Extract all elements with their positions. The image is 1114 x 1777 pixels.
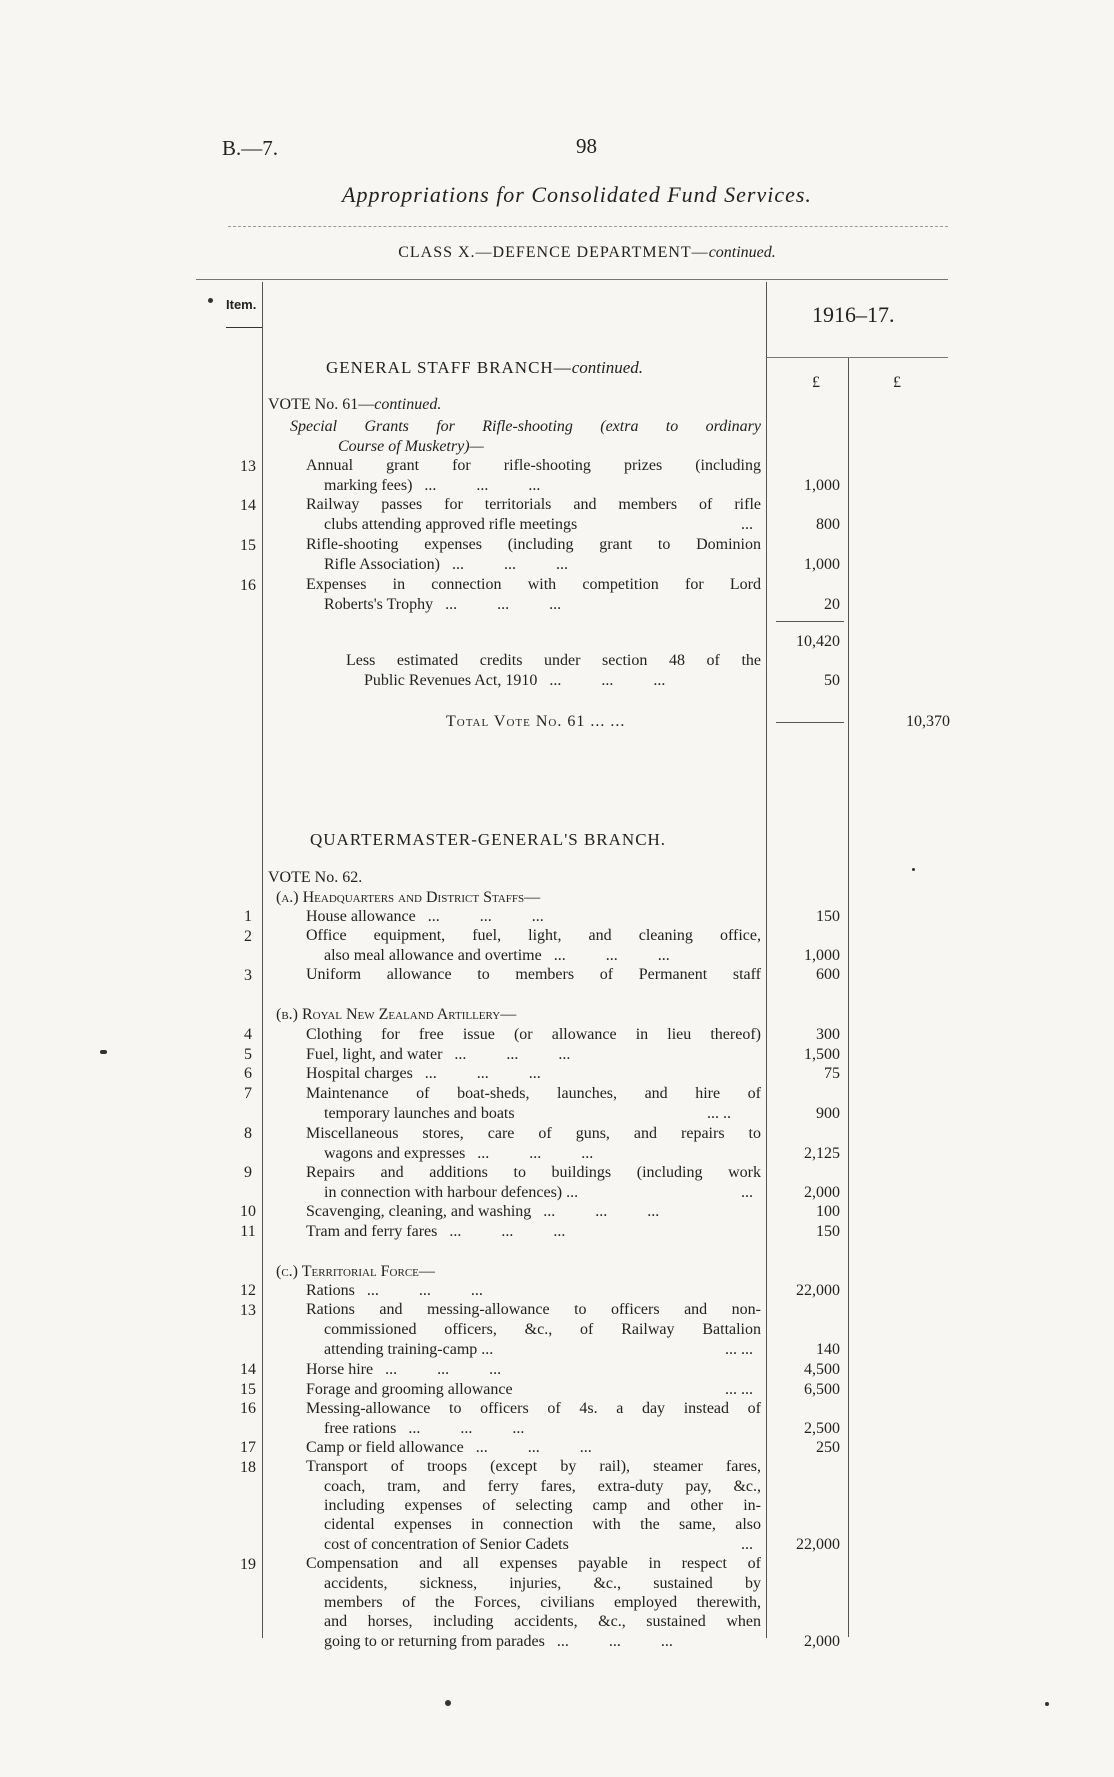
item-amount: 300: [816, 1026, 840, 1043]
less-credits-amount: 50: [824, 672, 840, 689]
item-amount: 22,000: [796, 1282, 840, 1299]
subtotal-rule: [776, 621, 844, 622]
item-amount: 2,000: [804, 1184, 840, 1201]
item-text: Rifle Association) ...: [324, 555, 761, 574]
item-text: House allowance ...: [306, 907, 761, 926]
margin-mark: [1045, 1702, 1049, 1706]
item-text: accidents, sickness, injuries, &c., sustained by: [324, 1575, 761, 1592]
item-number: 1: [244, 908, 252, 925]
item-text: Horse hire ...: [306, 1360, 761, 1379]
item-number: 13: [240, 1302, 256, 1319]
item-number: 9: [244, 1164, 252, 1181]
section-title-general-staff: GENERAL STAFF BRANCH—continued.: [326, 358, 643, 377]
item-header-rule: [226, 327, 262, 328]
total-vote-61-label: Total Vote No. 61 ... ...: [446, 713, 626, 730]
margin-mark: [100, 1050, 107, 1054]
item-text: Hospital charges ...: [306, 1064, 761, 1083]
item-number: 2: [244, 928, 252, 945]
item-text: Tram and ferry fares ...: [306, 1222, 761, 1241]
amount-column-rule: [766, 282, 767, 1638]
item-text: Uniform allowance to members of Permanent staff: [306, 966, 761, 983]
item-number: 6: [244, 1065, 252, 1082]
item-amount: 1,000: [804, 947, 840, 964]
margin-mark: [208, 298, 213, 303]
subhead-line-1: Special Grants for Rifle-shooting (extra to ordinary: [290, 418, 761, 435]
item-number: 10: [240, 1203, 256, 1220]
section-title-quartermaster: QUARTERMASTER-GENERAL'S BRANCH.: [310, 830, 667, 849]
item-amount: 150: [816, 908, 840, 925]
item-text: temporary launches and boats ... ..: [324, 1105, 731, 1122]
page-number: 98: [576, 134, 597, 158]
class-title: CLASS X.—DEFENCE DEPARTMENT—continued.: [398, 244, 776, 261]
item-number: 13: [240, 458, 256, 475]
title-rule: [228, 226, 948, 227]
item-text: Camp or field allowance ...: [306, 1438, 761, 1457]
item-number: 12: [240, 1282, 256, 1299]
vote-61-heading: VOTE No. 61—continued.: [268, 396, 442, 413]
year-header: 1916–17.: [812, 302, 895, 327]
item-amount: 1,500: [804, 1046, 840, 1063]
item-amount: 1,000: [804, 477, 840, 494]
item-amount: 100: [816, 1203, 840, 1220]
item-text: Repairs and additions to buildings (including work: [306, 1164, 761, 1181]
item-number: 14: [240, 497, 256, 514]
item-text: including expenses of selecting camp and other in-: [324, 1497, 761, 1514]
item-text: Rations ...: [306, 1281, 761, 1300]
item-amount: 600: [816, 966, 840, 983]
item-text: coach, tram, and ferry fares, extra-duty pay, &c.,: [324, 1478, 761, 1495]
item-number: 4: [244, 1026, 252, 1043]
item-number: 19: [240, 1556, 256, 1573]
table-top-rule: [196, 279, 948, 280]
less-credits-line-1: Less estimated credits under section 48 of the: [346, 652, 761, 669]
item-number: 17: [240, 1439, 256, 1456]
item-text: Clothing for free issue (or allowance in lieu thereof): [306, 1026, 761, 1043]
item-amount: 22,000: [796, 1536, 840, 1553]
item-number: 3: [244, 967, 252, 984]
item-amount: 150: [816, 1223, 840, 1240]
item-text: Annual grant for rifle-shooting prizes (including: [306, 457, 761, 474]
item-text: and horses, including accidents, &c., sustained when: [324, 1613, 761, 1630]
item-text: Office equipment, fuel, light, and cleaning office,: [306, 927, 761, 944]
subhead-c: (c.) Territorial Force—: [276, 1263, 435, 1280]
item-number: 15: [240, 1381, 256, 1398]
item-amount: 2,500: [804, 1420, 840, 1437]
item-amount: 75: [824, 1065, 840, 1082]
item-text: Rifle-shooting expenses (including grant to Dominion: [306, 536, 761, 553]
item-number: 15: [240, 537, 256, 554]
pound-sign-col2: £: [893, 374, 901, 391]
pound-sign-col1: £: [812, 374, 820, 391]
item-amount: 6,500: [804, 1381, 840, 1398]
item-text: Forage and grooming allowance ... ...: [306, 1381, 753, 1398]
total-vote-61-amount: 10,370: [906, 713, 950, 730]
subhead-a: (a.) Headquarters and District Staffs—: [276, 889, 541, 906]
item-text: wagons and expresses ...: [324, 1144, 761, 1163]
item-text: Fuel, light, and water ...: [306, 1045, 761, 1064]
item-text: Scavenging, cleaning, and washing ...: [306, 1202, 761, 1221]
item-text: Maintenance of boat-sheds, launches, and hire of: [306, 1085, 761, 1102]
item-amount: 140: [816, 1341, 840, 1358]
item-amount: 20: [824, 596, 840, 613]
item-column-header: Item.: [226, 297, 257, 312]
item-number: 16: [240, 577, 256, 594]
item-number: 16: [240, 1400, 256, 1417]
item-text: Railway passes for territorials and members of rifle: [306, 496, 761, 513]
item-amount: 800: [816, 516, 840, 533]
item-amount: 4,500: [804, 1361, 840, 1378]
page-title: Appropriations for Consolidated Fund Services.: [342, 182, 812, 207]
item-amount: 250: [816, 1439, 840, 1456]
subhead-line-2: Course of Musketry)—: [338, 438, 484, 455]
margin-mark: [445, 1700, 451, 1706]
item-text: free rations ...: [324, 1419, 761, 1438]
vote-62-heading: VOTE No. 62.: [268, 869, 363, 886]
item-column-rule: [262, 282, 263, 1638]
document-code: B.—7.: [222, 136, 279, 160]
total-column-rule: [848, 357, 849, 1637]
item-text: Transport of troops (except by rail), steamer fares,: [306, 1458, 761, 1475]
item-number: 7: [244, 1085, 252, 1102]
item-text: Miscellaneous stores, care of guns, and repairs to: [306, 1125, 761, 1142]
item-number: 11: [240, 1223, 256, 1240]
item-number: 8: [244, 1125, 252, 1142]
item-text: members of the Forces, civilians employed therewith,: [324, 1594, 761, 1611]
item-text: also meal allowance and overtime ...: [324, 946, 761, 965]
less-credits-line-2: Public Revenues Act, 1910 ...: [364, 671, 761, 690]
item-amount: 900: [816, 1105, 840, 1122]
item-text: cost of concentration of Senior Cadets ...: [324, 1536, 753, 1553]
year-rule: [766, 357, 948, 358]
subhead-b: (b.) Royal New Zealand Artillery—: [276, 1006, 517, 1023]
item-text: clubs attending approved rifle meetings ...: [324, 516, 753, 533]
item-text: Messing-allowance to officers of 4s. a day instead of: [306, 1400, 761, 1417]
subtotal-amount: 10,420: [796, 633, 840, 650]
item-text: attending training-camp ... ... ...: [324, 1341, 753, 1358]
total-rule: [776, 722, 844, 723]
item-text: commissioned officers, &c., of Railway Battalion: [324, 1321, 761, 1338]
item-amount: 1,000: [804, 556, 840, 573]
item-text: going to or returning from parades ...: [324, 1632, 761, 1651]
item-text: Expenses in connection with competition for Lord: [306, 576, 761, 593]
item-text: in connection with harbour defences) ... ...: [324, 1184, 753, 1201]
margin-mark: [912, 868, 915, 871]
item-text: Roberts's Trophy ...: [324, 595, 761, 614]
item-number: 14: [240, 1361, 256, 1378]
item-amount: 2,125: [804, 1145, 840, 1162]
item-text: Compensation and all expenses payable in respect of: [306, 1555, 761, 1572]
item-text: marking fees) ...: [324, 476, 761, 495]
item-text: cidental expenses in connection with the same, also: [324, 1516, 761, 1533]
item-text: Rations and messing-allowance to officers and non-: [306, 1301, 761, 1318]
item-number: 5: [244, 1046, 252, 1063]
item-amount: 2,000: [804, 1633, 840, 1650]
item-number: 18: [240, 1459, 256, 1476]
